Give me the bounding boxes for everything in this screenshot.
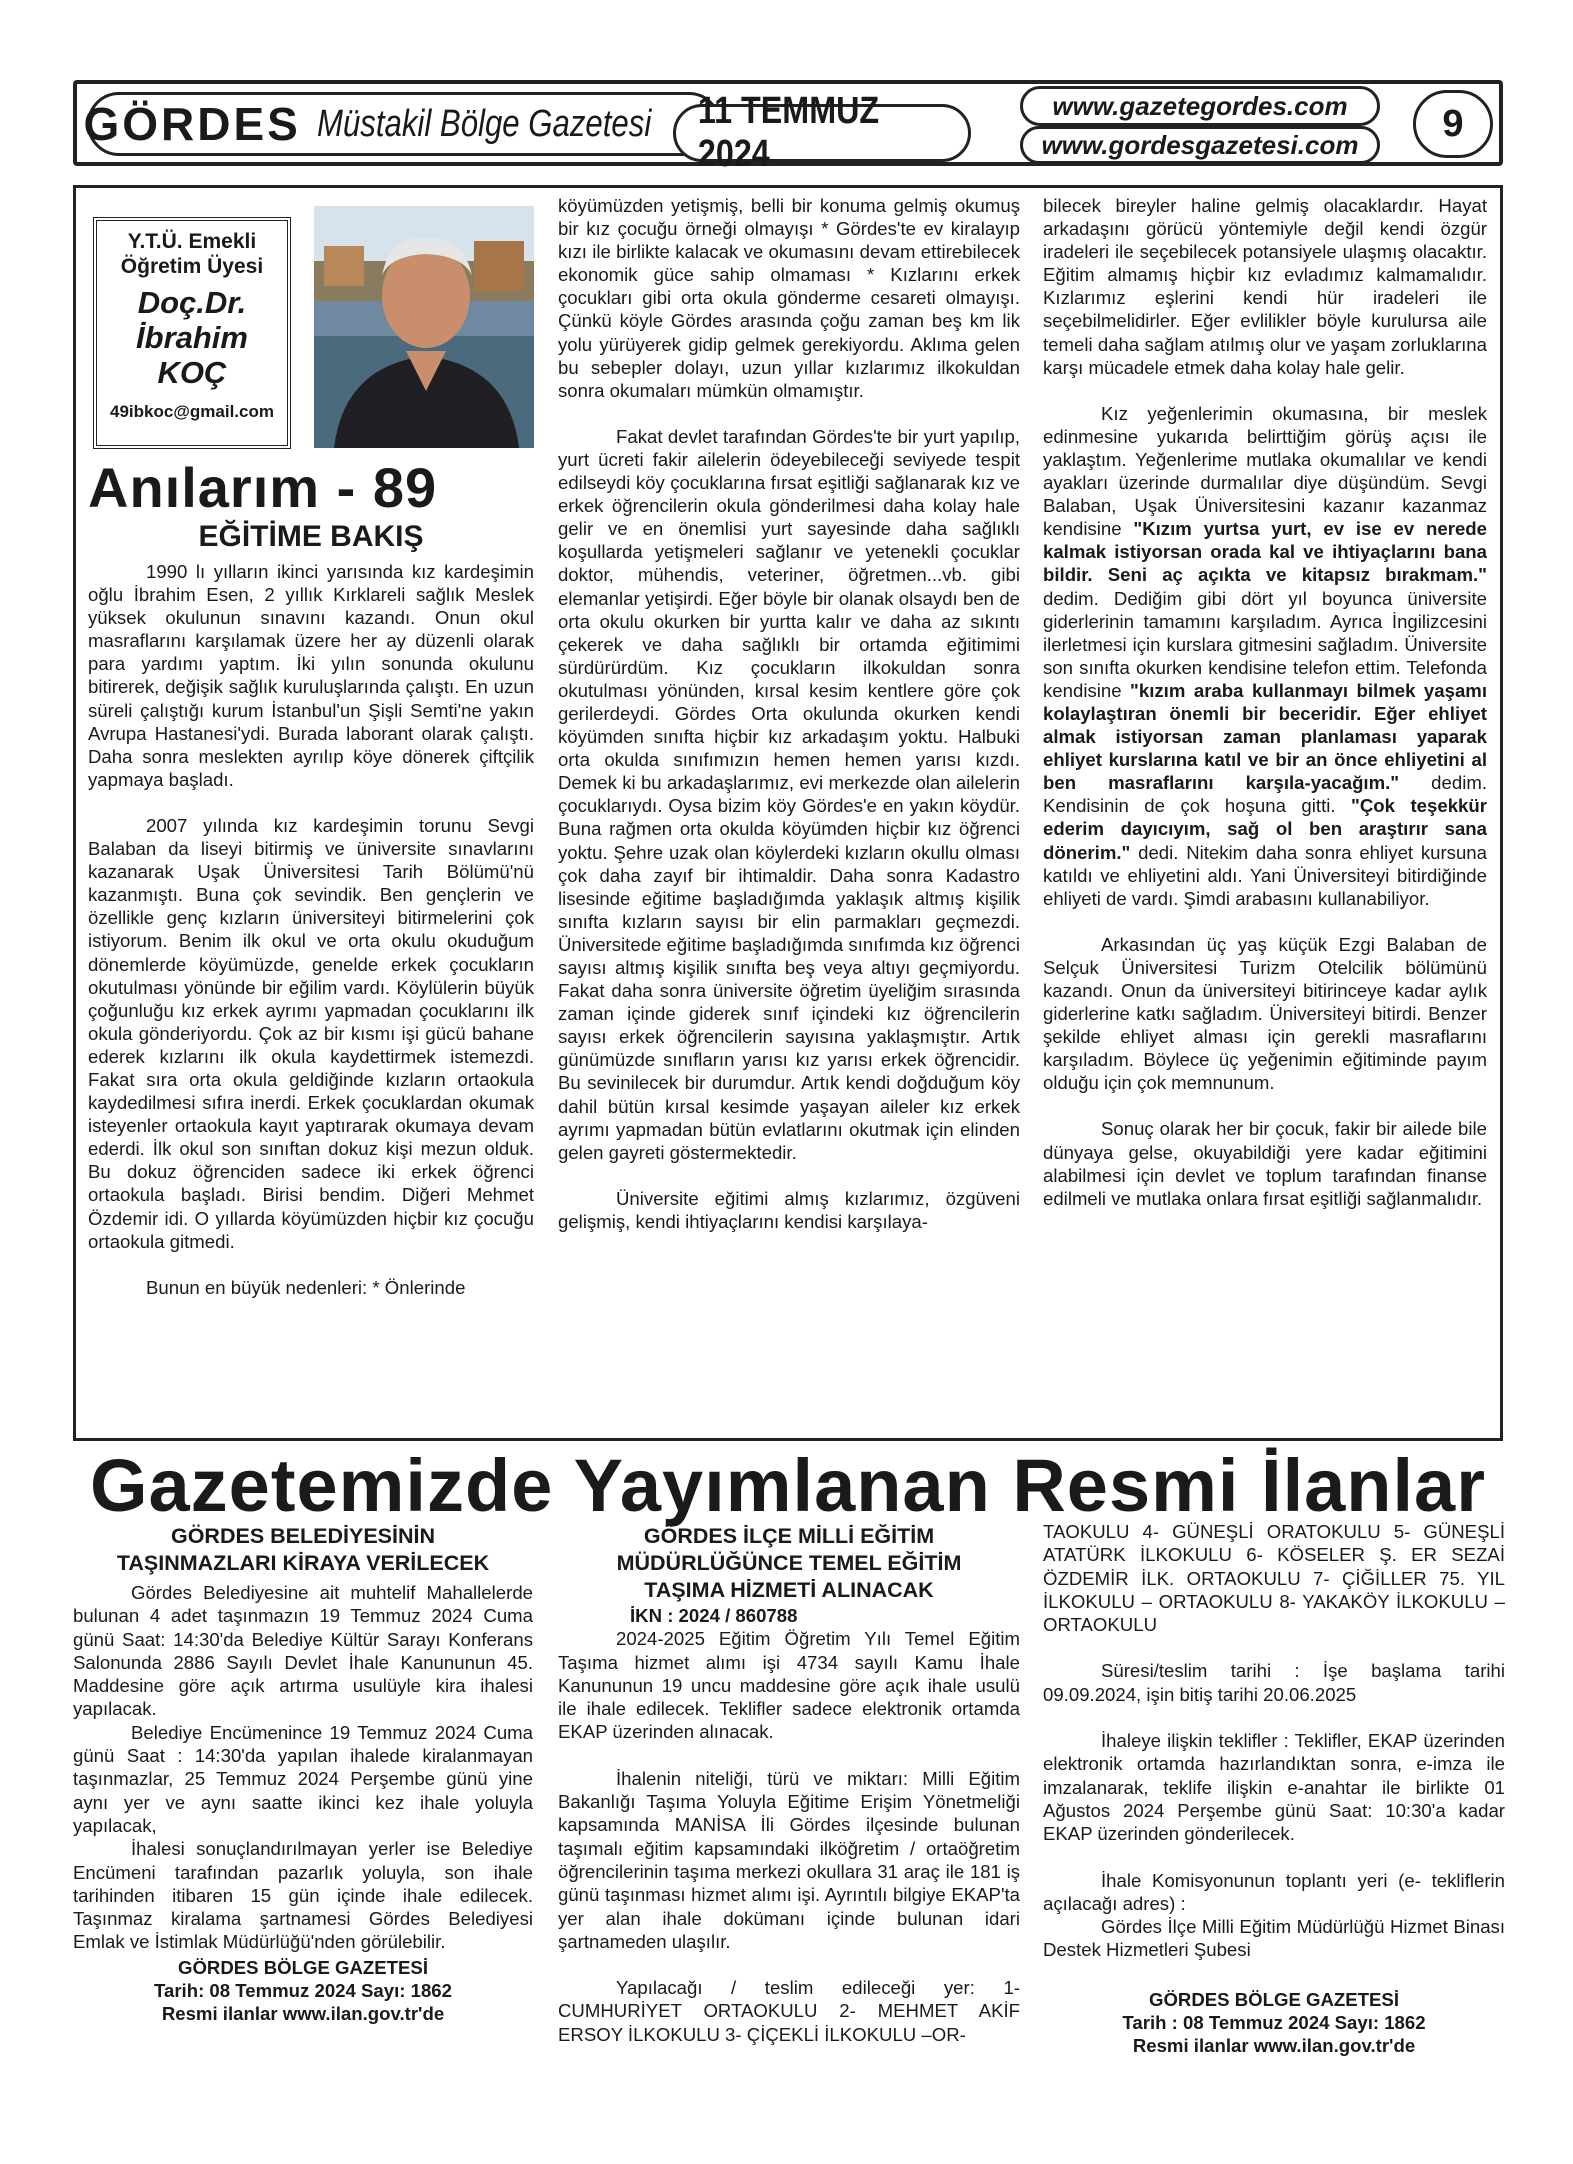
notice-footer-paper: GÖRDES BÖLGE GAZETESİ: [177, 1956, 428, 1978]
paragraph: 2024-2025 Eğitim Öğretim Yılı Temel Eğitim Taşıma hizmet alımı işi 4734 sayılı Kamu İhale Kanununun 19 uncu maddesine göre açık ihale usulü ile ihale edilecek. Teklifler sadece elektronik ortamda EKAP üzerinden alınacak.: [558, 1628, 1020, 1743]
page-number: 9: [1413, 90, 1493, 158]
quote: "Çok teşekkür ederim dayıcıyım, sağ ol ben araştırır sana dönerim.": [1043, 795, 1487, 863]
notice-footer-date: Tarih: 08 Temmuz 2024 Sayı: 1862: [154, 1980, 452, 2002]
paragraph: Kız yeğenlerimin okumasına, bir meslek edinmesine yukarıda belirttiğim görüş açısı ile yaklaştım. Yeğenlerime mutlaka okumalılar ve kendi ayakları üzerinde durmalılar diye düşündüm. Sevgi Balaban, Uşak Üniversitesini kazanır kazanmaz kendisine "Kızım yurtsa yurt, ev ise ev nerede kalmak istiyorsan orada kal ve ihtiyaçlarını bana bildir. Seni aç açıkta ve kitapsız bırakmam." dedim. Dediğim gibi dört yıl boyunca üniversite giderlerinin tamamını karşıladım. Ayrıca İngilizcesini ilerletmesi için kurslara gitmesini sağladım. Üniversite son sınıfta okurken kendisine telefon ettim. Telefonda kendisine "kızım araba kullanmayı bilmek yaşamı kolaylaştıran önemli bir beceridir. Eğer ehliyet almak istiyorsan zaman planlaması yaparak ehliyet kurslarına katıl ve bir an önce ehliyetini al ben masraflarını karşıla-yacağım." dedim. Kendisinin de çok hoşuna gitti. "Çok teşekkür ederim dayıcıyım, sağ ol ben araştırır sana dönerim." dedi. Nitekim daha sonra ehliyet kursuna katıldı ve ehliyetini aldı. Yani Üniversiteyi bitirdiğinde ehliyeti de vardı. Şimdi arabasını kullanabiliyor.: [1043, 402, 1487, 909]
paragraph: İhale Komisyonunun toplantı yeri (e- tekliflerin açılacağı adres) :: [1043, 1869, 1505, 1914]
paragraph: İhalesi sonuçlandırılmayan yerler ise Belediye Encümeni tarafından pazarlık yoluyla, son ihale tarihinden itibaren 15 gün içinde ihale edilecek. Taşınmaz kiralama şartnamesi Gördes Belediyesi Emlak ve İstimlak Müdürlüğü'nden görülebilir.: [73, 1838, 533, 1953]
paragraph: Süresi/teslim tarihi : İşe başlama tarihi 09.09.2024, işin bitiş tarihi 20.06.2025: [1043, 1660, 1505, 1705]
notice-heading: TAŞINMAZLARI KİRAYA VERİLECEK: [116, 1551, 490, 1575]
author-name-line3: KOÇ: [157, 355, 227, 390]
paragraph: Arkasından üç yaş küçük Ezgi Balaban de Selçuk Üniversitesi Turizm Otelcilik bölümünü kazandı. Onun da üniversiteyi bitirinceye kadar aylık giderlerine katkı sağladım. Üniversiteyi bitirdi. Benzer şekilde ehliyet alması için gerekli masraflarını karşıladım. Böylece üç yeğenimin eğitiminde payım olduğu için çok memnunum.: [1043, 933, 1487, 1094]
notice-heading: TAŞIMA HİZMETİ ALINACAK: [644, 1578, 934, 1602]
paragraph: TAOKULU 4- GÜNEŞLİ ORATOKULU 5- GÜNEŞLİ ATATÜRK İLKOKULU 6- KÖSELER Ş. ER SEZAİ ÖZDEMİR İLK. ORTAOKULU 7- ÇİĞİLLER 75. YIL İLKOKULU – ORTAOKULU 8- YAKAKÖY İLKOKULU – ORTAOKULU: [1043, 1521, 1505, 1636]
author-photo: [314, 206, 534, 448]
website-link-1[interactable]: www.gazetegordes.com: [1020, 86, 1380, 126]
notices-title: Gazetemizde Yayımlanan Resmi İlanlar: [89, 1444, 1487, 1527]
notice-education: [558, 1523, 1020, 2046]
notice-footer-date: Tarih : 08 Temmuz 2024 Sayı: 1862: [1122, 2012, 1426, 2034]
brand-subtitle: Müstakil Bölge Gazetesi: [316, 102, 652, 145]
article-title: EĞİTİME BAKIŞ: [198, 520, 424, 553]
paragraph: Üniversite eğitimi almış kızlarımız, özgüveni gelişmiş, kendi ihtiyaçlarını kendisi karşılaya-: [558, 1187, 1020, 1232]
author-name-line1: Doç.Dr.: [137, 285, 247, 320]
notice-footer-link: Resmi ilanlar www.ilan.gov.tr'de: [1132, 2035, 1416, 2057]
brand-pill: [83, 92, 721, 156]
paragraph: Bunun en büyük nedenleri: * Önlerinde: [146, 1276, 466, 1298]
author-name-line2: İbrahim: [136, 320, 248, 355]
quote: "kızım araba kullanmayı bilmek yaşamı kolaylaştıran önemli bir beceridir. Eğer ehliyet almak istiyorsan zaman planlaması yaparak ehliyet kurslarına katıl ve bir an önce ehliyetini al ben masraflarını karşıla-yacağım.": [1043, 679, 1487, 794]
author-portrait-image: [314, 206, 534, 448]
article-column-2: [558, 194, 1020, 1233]
author-box: [93, 217, 291, 449]
author-email[interactable]: 49ibkoc@gmail.com: [110, 402, 274, 421]
paragraph: Sonuç olarak her bir çocuk, fakir bir ailede bile dünyaya gelse, okuyabildiği yere kadar eğitimini alabilmesi için devlet ve toplum tarafından finanse edilmeli ve mutlaka onlara fırsat eşitliği sağlanmalıdır.: [1043, 1118, 1487, 1209]
notice-heading: MÜDÜRLÜĞÜNCE TEMEL EĞİTİM: [616, 1551, 962, 1575]
paragraph: Fakat devlet tarafından Gördes'te bir yurt yapılıp, yurt ücreti fakir ailelerin ödeyebileceği seviyede tespit edilseydi köy çocuklarına fırsat eşitliği sağlanarak kız ve erkek öğrencilerin okula gönderilmesi daha kolay hale gelir ve en önemlisi yurt sayesinde daha sağlıklı koşullarda yetişmeleri sağlanır ve yetenekli çocuklar doktor, mühendis, veteriner, öğretmen...vb. gibi elemanlar yetişirdi. Eğer böyle bir olanak olsaydı ben de orta okulu okurken bir yurtta kalır ve daha az sıkıntı çekerek ve daha sağlıklı bir ortamda eğitimimi sürdürürdüm. Kız çocukların ilkokuldan sonra okutulması yönünden, kırsal kesim kentlere göre çok gerilerdeydi. Gördes Orta okulunda okurken kendi köyümden sınıfta hiçbir kız arkadaşım yoktu. Halbuki orta okulda sınıfımızın hemen hemen yarısı kızdı. Demek ki bu arkadaşlarımız, evi merkezde olan ailelerin çocuklarıydı. Oysa bizim köy Gördes'e en yakın köydür. Buna rağmen orta okulda köyümden hiçbir kız öğrenci yoktu. Şehre uzak olan köylerdeki kızların okullu olması çok daha zayıf bir ihtimaldir. Daha sonra Kadastro lisesinde eğitime başladığımda yaklaşık altmış kişilik sınıfta kızların sayısı bir elin parmakları geçmezdi. Üniversitede eğitime başladığımda sınıfımda kız öğrenci sayısı altmış kişilik sınıfta beş veya altıyı geçmiyordu. Fakat daha sonra üniversite öğretim üyeliğim sırasında zaman içinde giderek sınıf içindeki kız öğrencilerin sayısı erkek öğrencilerin sayısına yaklaşmıştır. Artık günümüzde sınıfların yarısı kız yarısı erkek öğrencidir. Bu sevinilecek bir durumdur. Artık kendi doğduğum köy dahil bütün kırsal kesimde yaşayan aileler kız erkek ayrımı yapmadan bütün evlatlarını okutmak için elinden gelen gayreti göstermektedir.: [558, 425, 1020, 1163]
paragraph: 1990 lı yılların ikinci yarısında kız kardeşimin oğlu İbrahim Esen, 2 yıllık Kırklareli sağlık Meslek yüksek okulunun sınavını kazandı. Onun okul masraflarını karşılamak üzere her ay düzenli olarak para yardımı yaptım. İki yılın sonunda okulunu bitirerek, değişik sağlık kuruluşlarında çalıştı. En uzun süreli çalıştığı kurum İstanbul'un Şişli Semti'ne yakın Avrupa Hastanesi'ydi. Burada laborant olarak çalıştı. Daha sonra meslekten ayrılıp köye dönerek çiftçilik yapmaya başladı.: [88, 561, 534, 790]
paragraph: Belediye Encümenince 19 Temmuz 2024 Cuma günü Saat : 14:30'da yapılan ihalede kiralanmayan taşınmazlar, 25 Temmuz 2024 Perşembe günü yine aynı yer ve aynı saatte ikinci kez ihale yoluyla yapılacak,: [73, 1721, 533, 1836]
notice-education-continued: [1043, 1520, 1505, 2058]
paragraph: Yapılacağı / teslim edileceği yer: 1- CUMHURİYET ORTAOKULU 2- MEHMET AKİF ERSOY İLKOKULU 3- ÇİÇEKLİ İLKOKULU –OR-: [558, 1977, 1020, 2045]
issue-date: 11 TEMMUZ 2024: [673, 104, 971, 162]
article-column-1: [88, 560, 534, 1299]
website-link-2[interactable]: www.gordesgazetesi.com: [1020, 126, 1380, 164]
paragraph: köyümüzden yetişmiş, belli bir konuma gelmiş okumuş bir kız çocuğu örneği olmayışı * Gördes'te ev kiralayıp kızı ile birlikte kalacak ve okumasını devam ettirebilecek ekonomik güce sahip olmaması * Kızlarını erkek çocukları gibi orta okula gönderme cesareti olmayışı. Çünkü köyle Gördes arasında çoğu zaman beş km lik yolu yürüyerek gidip gelmek gerekiyordu. Aklıma gelen bu sebepler dolayı, uzun yıllar kızlarımız ilkokuldan sonra okumaları mümkün olmamıştır.: [558, 195, 1020, 401]
paragraph: bilecek bireyler haline gelmiş olacaklardır. Hayat arkadaşını görücü yöntemiyle değil kendi özgür iradeleri ile seçebilecek potansiyele ulaşmış olacaktır. Eğitim almamış hiçbir kız evladımız kalmamalıdır. Kızlarımız eşlerini kendi hür iradeleri ile seçebilmelidirler. Eğer evlilikler böyle kurulursa aile temeli daha sağlam atılmış olur ve yaşam zorluklarına karşı mücadele etmek daha kolay hale gelir.: [1043, 195, 1487, 378]
paragraph: Gördes İlçe Milli Eğitim Müdürlüğü Hizmet Binası Destek Hizmetleri Şubesi: [1043, 1916, 1505, 1961]
article-column-3: [1043, 194, 1487, 1210]
author-role: Y.T.Ü. Emekli Öğretim Üyesi: [120, 230, 264, 278]
paragraph: Gördes Belediyesine ait muhtelif Mahallelerde bulunan 4 adet taşınmazın 19 Temmuz 2024 Cuma günü Saat: 14:30'da Belediye Kültür Sarayı Konferans Salonunda 2886 Sayılı Devlet İhale Kanununun 45. Maddesine göre açık artırma usulüyle kira ihalesi yapılacak.: [73, 1582, 533, 1720]
notice-heading: GÖRDES BELEDİYESİNİN: [170, 1524, 435, 1548]
paragraph: 2007 yılında kız kardeşimin torunu Sevgi Balaban da liseyi bitirmiş ve üniversite sınavlarını kazanarak Uşak Üniversitesi Tarih Bölümü'nü kazanmıştı. Buna çok sevindik. Ben gençlerin ve özellikle genç kızların üniversiteyi bitirmelerini çok istiyorum. Benim ilk okul ve orta okulu okuduğum dönemlerde köyümüzde, genelde erkek çocukların okutulması yönünde bir eğilim vardı. Köylülerin büyük çoğunluğu kız erkek ayrımı yapmadan çocuklarını ilk okula gönderiyordu. Çok az bir kısmı işi gücü bahane ederek kızlarını ilk okula kaydettirmek istemezdi. Fakat sıra orta okula geldiğinde kızların ortaokula kaydedilmesi sıfıra inerdi. Erkek çocuklardan okumak isteyenler ortaokula kayıt yaptırarak okumaya devam ederdi. İlk okul son sınıftan dokuz kişi mezun olduk. Bu dokuz öğrenciden sadece iki erkek öğrenci ortaokula başladı. Birisi bendim. Diğeri Mehmet Özdemir idi. O yıllarda köyümüzden hiçbir kız çocuğu ortaokula gitmedi.: [88, 814, 534, 1252]
masthead: [73, 80, 1503, 175]
notice-municipality: [73, 1523, 533, 2026]
notice-footer-link: Resmi ilanlar www.ilan.gov.tr'de: [161, 2003, 445, 2025]
series-title: Anılarım - 89: [88, 456, 438, 519]
tender-number: İKN : 2024 / 860788: [630, 1605, 798, 1626]
quote: "Kızım yurtsa yurt, ev ise ev nerede kalmak istiyorsan orada kal ve ihtiyaçlarını bana bildir. Seni aç açıkta ve kitapsız bırakmam.": [1043, 518, 1487, 586]
notice-heading: GÖRDES İLÇE MİLLİ EĞİTİM: [643, 1524, 935, 1548]
notice-footer-paper: GÖRDES BÖLGE GAZETESİ: [1148, 1988, 1399, 2010]
paragraph: İhaleye ilişkin teklifler : Teklifler, EKAP üzerinden elektronik ortamda hazırlandıktan sonra, e-imza ile imzalanarak, teklife ilişkin e-anahtar ile birlikte 01 Ağustos 2024 Perşembe günü Saat: 10:30'a kadar EKAP üzerinden gönderilecek.: [1043, 1730, 1505, 1845]
brand-name: GÖRDES: [83, 98, 301, 150]
paragraph: İhalenin niteliği, türü ve miktarı: Milli Eğitim Bakanlığı Taşıma Yoluyla Eğitime Erişim Yönetmeliği kapsamında MANİSA İli Gördes ilçesinde bulunan taşımalı eğitim kapsamındaki ilköğretim / ortaöğretim öğrencilerinin taşıma merkezi okullara 31 araç ile 181 iş günü taşınması hizmet alımı işi. Ayrıntılı bilgiye EKAP'ta yer alan ihale dokümanı içinde bulunan idari şartnameden ulaşılır.: [558, 1767, 1020, 1952]
